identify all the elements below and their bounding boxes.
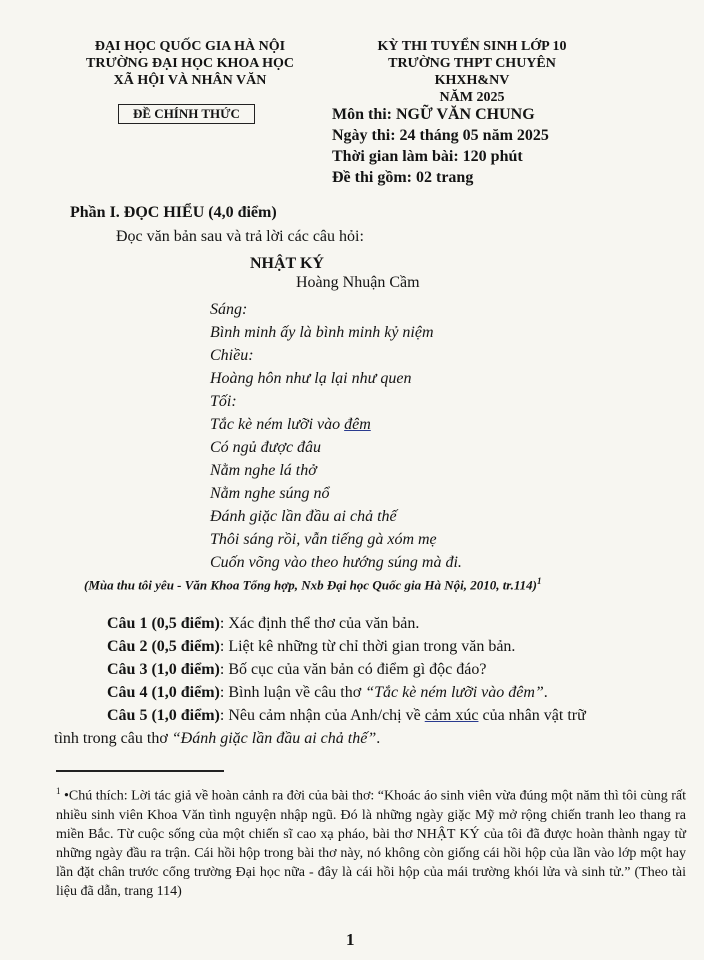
official-label-box: ĐỀ CHÍNH THỨC — [118, 104, 255, 124]
issuer-line-2: TRƯỜNG ĐẠI HỌC KHOA HỌC — [86, 56, 294, 71]
exam-title-line-3: NĂM 2025 — [439, 90, 505, 105]
questions — [107, 612, 697, 727]
issuer-line-3: XÃ HỘI VÀ NHÂN VĂN — [113, 73, 267, 88]
poem-source: (Mùa thu tôi yêu - Văn Khoa Tổng hợp, Nxb Đại học Quốc gia Hà Nội, 2010, tr.114)$^1$ — [84, 576, 542, 593]
issuer-block — [70, 38, 310, 89]
question-3: Câu 3 (1,0 điểm): Bố cục của văn bản có điểm gì độc đáo? — [107, 661, 487, 678]
question-2: Câu 2 (0,5 điểm): Liệt kê những từ chỉ thời gian trong văn bản. — [107, 638, 516, 655]
poem-body — [210, 298, 462, 574]
poem-line: Cuốn võng vào theo hướng súng mà đi. — [210, 554, 462, 571]
section-title: Phần I. ĐỌC HIỂU (4,0 điểm) — [70, 204, 277, 221]
poem-title: NHẬT KÝ — [250, 255, 324, 272]
footnote-ref: 1 — [537, 576, 542, 586]
question-4: Câu 4 (1,0 điểm): Bình luận về câu thơ “Tắc kè ném lưỡi vào đêm”. — [107, 684, 548, 701]
exam-title-line-1: KỲ THI TUYỂN SINH LỚP 10 — [377, 39, 567, 54]
page-number: 1 — [346, 930, 355, 949]
exam-subject: Môn thi: NGỮ VĂN CHUNG — [332, 106, 535, 123]
underlined-word: đêm — [344, 416, 371, 433]
poem-line: Nằm nghe lá thở — [210, 462, 317, 479]
exam-title-line-2: TRƯỜNG THPT CHUYÊN KHXH&NV — [388, 56, 556, 88]
poem-line: Có ngủ được đâu — [210, 439, 322, 456]
poem-line: Sáng: — [210, 301, 248, 318]
underlined-phrase: cảm xúc — [424, 707, 479, 724]
exam-date: Ngày thi: 24 tháng 05 năm 2025 — [332, 127, 549, 144]
exam-info — [332, 104, 549, 188]
exam-title-block — [352, 38, 592, 106]
exam-duration: Thời gian làm bài: 120 phút — [332, 148, 523, 165]
poem-line: Thôi sáng rồi, vẫn tiếng gà xóm mẹ — [210, 531, 437, 548]
footnote — [56, 782, 686, 901]
poem-author: Hoàng Nhuận Cầm — [296, 274, 420, 291]
footnote-text: •Chú thích: Lời tác giả về hoàn cảnh ra đời của bài thơ: “Khoác áo sinh viên vừa đúng một năm thì tôi cùng rất nhiều sinh viên Khoa Văn tình nguyện nhập ngũ. Đó là những ngày giặc Mỹ mở rộng chiến tranh leo thang ra miền Bắc. Từ cuộc sống của một chiến sĩ cao xạ pháo, bài thơ NHẬT KÝ của tôi đã được hoàn thành ngay từ những ngày đầu ra trận. Cái hồi hộp trong bài thơ này, nó không còn giống cái hồi hộp của lần vào lớp một hay lần đặt chân trước cổng trường Đại học nữa - đây là cái hồi hộp của mái trường khói lửa và sinh tử.” (Theo tài liệu đã dẫn, trang 114) — [56, 788, 686, 899]
footnote-divider — [56, 770, 224, 772]
footnote-mark: 1 — [56, 786, 61, 796]
question-5-continued: tình trong câu thơ “Đánh giặc lần đầu ai chả thế”. — [54, 730, 381, 747]
poem-line: Bình minh ấy là bình minh kỷ niệm — [210, 324, 434, 341]
poem-line: Nằm nghe súng nổ — [210, 485, 330, 502]
section-instruction: Đọc văn bản sau và trả lời các câu hỏi: — [116, 228, 364, 245]
question-5: Câu 5 (1,0 điểm): Nêu cảm nhận của Anh/chị về cảm xúc của nhân vật trữ — [107, 707, 586, 724]
poem-line: Chiều: — [210, 347, 254, 364]
poem-line: Hoàng hôn như lạ lại như quen — [210, 370, 412, 387]
issuer-line-1: ĐẠI HỌC QUỐC GIA HÀ NỘI — [94, 39, 286, 54]
poem-line: Đánh giặc lần đầu ai chả thế — [210, 508, 397, 525]
poem-line: Tối: — [210, 393, 237, 410]
poem-line: Tắc kè ném lưỡi vào đêm — [210, 416, 371, 433]
exam-pages: Đề thi gồm: 02 trang — [332, 169, 474, 186]
question-1: Câu 1 (0,5 điểm): Xác định thể thơ của văn bản. — [107, 615, 420, 632]
